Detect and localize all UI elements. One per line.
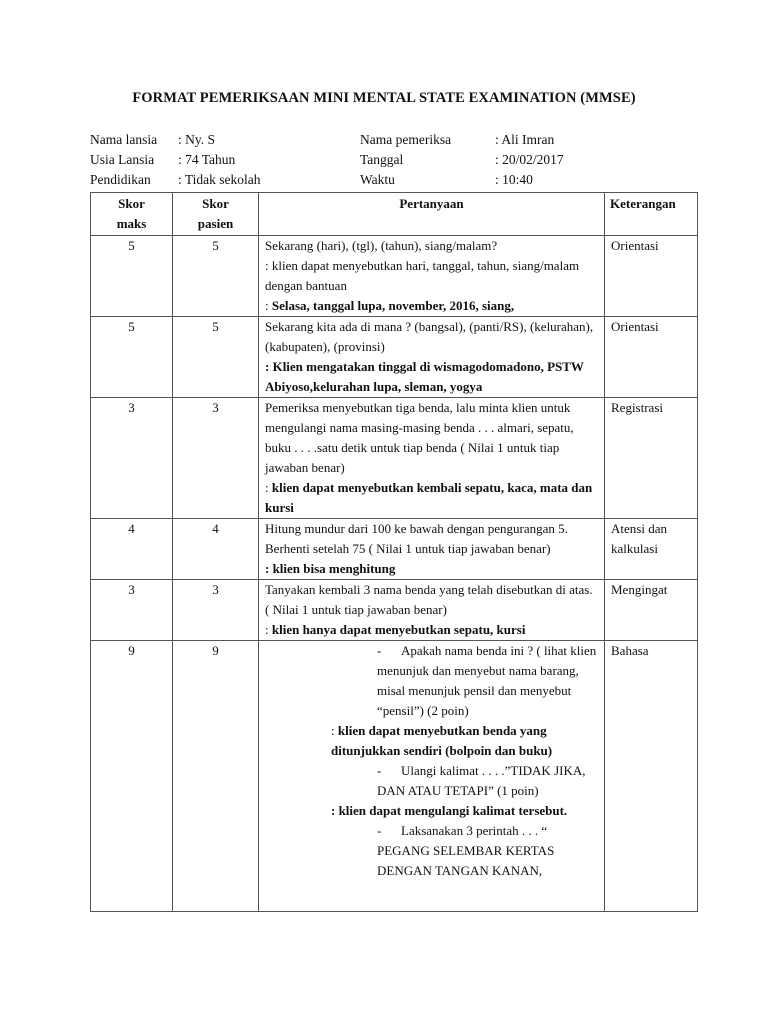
answer-line: : klien hanya dapat menyebutkan sepatu, kursi xyxy=(265,622,526,637)
info-row xyxy=(90,130,710,150)
info-value: : 10:40 xyxy=(495,172,533,187)
answer-line: : klien dapat menyebutkan kembali sepatu, kaca, mata dan kursi xyxy=(265,480,593,515)
answer-text: klien dapat menyebutkan kembali sepatu, kaca, mata dan kursi xyxy=(265,480,593,515)
table-row xyxy=(91,317,698,398)
question-text: Sekarang kita ada di mana ? (bangsal), (panti/RS), (kelurahan), (kabupaten), (provinsi) xyxy=(265,319,594,354)
question-text: Sekarang (hari), (tgl), (tahun), siang/malam? xyxy=(265,238,498,253)
keterangan: Bahasa xyxy=(605,641,698,912)
skor-pasien: 5 xyxy=(173,317,259,398)
skor-maks: 9 xyxy=(91,641,173,912)
table-row xyxy=(91,580,698,641)
answer-line: : Selasa, tanggal lupa, november, 2016, siang, xyxy=(265,298,515,313)
list-item: - Laksanakan 3 perintah . . . “ PEGANG SELEMBAR KERTAS DENGAN TANGAN KANAN, xyxy=(265,821,598,881)
question-text: Ulangi kalimat . . . .”TIDAK JIKA, DAN ATAU TETAPI” (1 poin) xyxy=(377,763,586,798)
patient-info xyxy=(90,130,710,190)
answer-text: : klien dapat mengulangi kalimat tersebut. xyxy=(331,803,568,818)
question-text: Laksanakan 3 perintah . . . “ PEGANG SELEMBAR KERTAS DENGAN TANGAN KANAN, xyxy=(377,823,555,878)
table-header-row xyxy=(91,193,698,236)
mmse-table xyxy=(90,192,698,912)
page-title: FORMAT PEMERIKSAAN MINI MENTAL STATE EXAMINATION (MMSE) xyxy=(132,90,636,106)
header-pertanyaan: Pertanyaan xyxy=(259,193,605,236)
info-value: : Ali Imran xyxy=(495,132,555,147)
pertanyaan-cell xyxy=(259,519,605,580)
answer-line: : klien dapat menyebutkan benda yang ditunjukkan sendiri (bolpoin dan buku) xyxy=(331,723,553,758)
info-label: Nama lansia xyxy=(90,132,158,147)
question-text: Apakah nama benda ini ? ( lihat klien menunjuk dan menyebut nama barang, misal menunjuk pensil dan menyebut “pensil”) (2 poin) xyxy=(377,643,597,718)
header-keterangan: Keterangan xyxy=(605,193,698,236)
table-row xyxy=(91,236,698,317)
answer-text: klien dapat menyebutkan benda yang ditunjukkan sendiri (bolpoin dan buku) xyxy=(331,723,553,758)
header-skor-pasien: Skor pasien xyxy=(173,193,259,236)
info-label: Nama pemeriksa xyxy=(360,132,452,147)
pertanyaan-cell xyxy=(259,641,605,912)
info-label: Usia Lansia xyxy=(90,152,155,167)
skor-maks: 5 xyxy=(91,236,173,317)
keterangan: Atensi dan kalkulasi xyxy=(605,519,698,580)
question-note: : klien dapat menyebutkan hari, tanggal, tahun, siang/malam dengan bantuan xyxy=(265,258,580,293)
skor-maks: 3 xyxy=(91,398,173,519)
list-item: - Apakah nama benda ini ? ( lihat klien menunjuk dan menyebut nama barang, misal menunjuk pensil dan menyebut “pensil”) (2 poin) xyxy=(265,641,598,721)
skor-maks: 5 xyxy=(91,317,173,398)
keterangan: Mengingat xyxy=(605,580,698,641)
keterangan: Registrasi xyxy=(605,398,698,519)
pertanyaan-cell xyxy=(259,317,605,398)
info-value: : 74 Tahun xyxy=(178,152,236,167)
answer-text: Selasa, tanggal lupa, november, 2016, siang, xyxy=(271,298,515,313)
question-text: Tanyakan kembali 3 nama benda yang telah disebutkan di atas. ( Nilai 1 untuk tiap jawaban benar) xyxy=(265,582,593,617)
skor-pasien: 3 xyxy=(173,580,259,641)
skor-pasien: 9 xyxy=(173,641,259,912)
skor-maks: 4 xyxy=(91,519,173,580)
answer-text: : Klien mengatakan tinggal di wismagodomadono, PSTW Abiyoso,kelurahan lupa, sleman, yogya xyxy=(265,359,584,394)
info-value: : Tidak sekolah xyxy=(178,172,261,187)
answer-text: klien hanya dapat menyebutkan sepatu, kursi xyxy=(271,622,526,637)
pertanyaan-cell xyxy=(259,236,605,317)
pertanyaan-cell xyxy=(259,398,605,519)
info-value: : Ny. S xyxy=(178,132,216,147)
table-row xyxy=(91,398,698,519)
skor-pasien: 5 xyxy=(173,236,259,317)
info-label: Waktu xyxy=(360,172,395,187)
header-skor-maks: Skor maks xyxy=(91,193,173,236)
table-row xyxy=(91,641,698,912)
question-text: Pemeriksa menyebutkan tiga benda, lalu minta klien untuk mengulangi nama masing-masing benda . . . almari, sepatu, buku . . . .satu detik untuk tiap benda ( Nilai 1 untuk tiap jawaban benar) xyxy=(265,400,574,475)
list-item: - Ulangi kalimat . . . .”TIDAK JIKA, DAN ATAU TETAPI” (1 poin) xyxy=(265,761,598,801)
skor-pasien: 4 xyxy=(173,519,259,580)
info-label: Tanggal xyxy=(360,152,404,167)
keterangan: Orientasi xyxy=(605,236,698,317)
pertanyaan-cell xyxy=(259,580,605,641)
info-label: Pendidikan xyxy=(90,172,151,187)
keterangan: Orientasi xyxy=(605,317,698,398)
question-text: Hitung mundur dari 100 ke bawah dengan pengurangan 5. Berhenti setelah 75 ( Nilai 1 untuk tiap jawaban benar) xyxy=(265,521,568,556)
table-row xyxy=(91,519,698,580)
info-row xyxy=(90,150,710,170)
answer-text: : klien bisa menghitung xyxy=(265,561,396,576)
skor-pasien: 3 xyxy=(173,398,259,519)
info-row xyxy=(90,170,710,190)
info-value: : 20/02/2017 xyxy=(495,152,564,167)
skor-maks: 3 xyxy=(91,580,173,641)
